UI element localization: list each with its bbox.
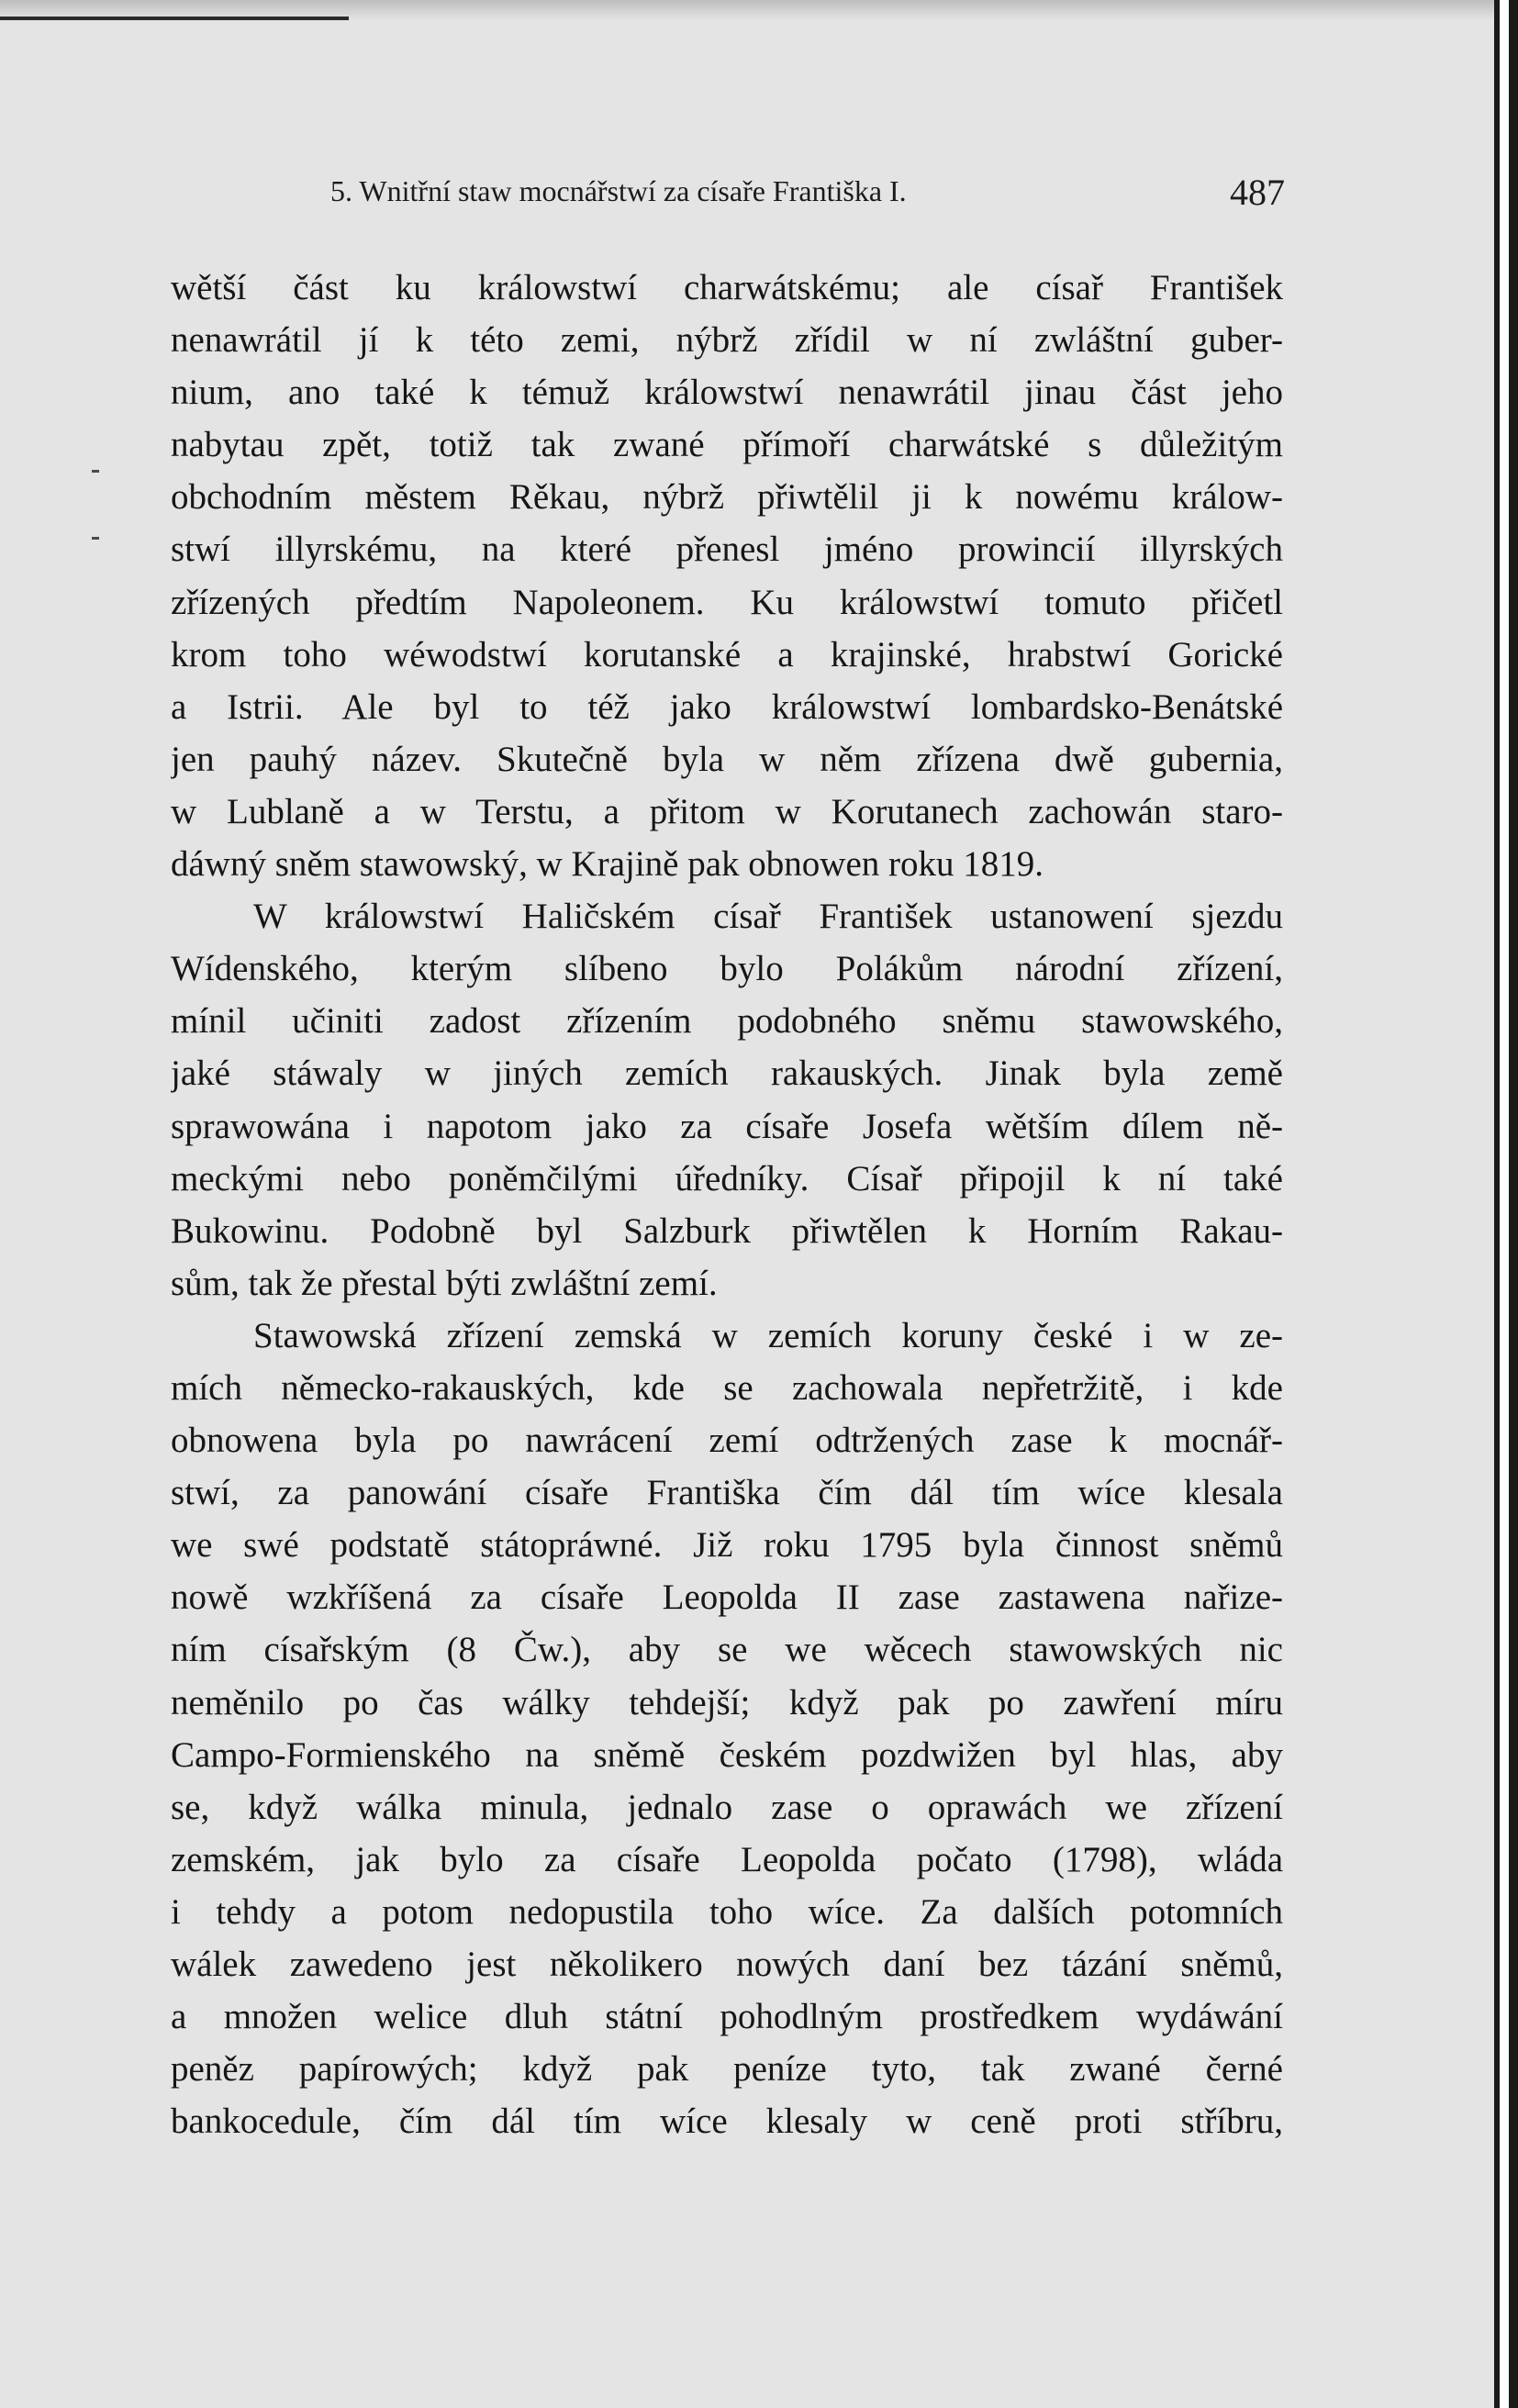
text-line: dáwný sněm stawowský, w Krajině pak obnowen roku 1819. (171, 844, 1044, 885)
text-line: w Lublaně a w Terstu, a přitom w Korutanech zachowán staro- (171, 791, 1283, 831)
text-line: stwí illyrskému, na které přenesl jméno prowincií illyrských (171, 530, 1283, 570)
text-line: Wídenského, kterým slíbeno bylo Polákům národní zřízení, (171, 949, 1283, 989)
text-line: Campo-Formienského na sněmě českém pozdwižen byl hlas, aby (171, 1734, 1283, 1775)
text-line: obnowena byla po nawrácení zemí odtržených zase k mocnář- (171, 1421, 1283, 1461)
text-line: i tehdy a potom nedopustila toho wíce. Za dalších potomních (171, 1891, 1283, 1932)
text-line: Bukowinu. Podobně byl Salzburk přiwtělen k Horním Rakau- (171, 1210, 1283, 1251)
text-line: nenawrátil jí k této zemi, nýbrž zřídil w ní zwláštní guber- (171, 320, 1283, 361)
text-line: stwí, za panowání císaře Františka čím dál tím wíce klesala (171, 1473, 1283, 1513)
text-line: se, když wálka minula, jednalo zase o oprawách we zřízení (171, 1787, 1283, 1827)
text-line: meckými nebo poněmčilými úředníky. Císař připojil k ní také (171, 1158, 1283, 1198)
text-line: a množen welice dluh státní pohodlným prostředkem wydáwání (171, 1997, 1283, 2037)
text-line: a Istrii. Ale byl to též jako králowstwí lombardsko-Benátské (171, 686, 1283, 727)
text-line: wálek zawedeno jest několikero nowých daní bez tázání sněmů, (171, 1945, 1283, 1984)
text-line: sům, tak že přestal býti zwláštní zemí. (171, 1263, 718, 1303)
text-line: ním císařským (8 Čw.), aby se we wěcech stawowských nic (171, 1630, 1283, 1670)
text-line: jen pauhý název. Skutečně byla w něm zřízena dwě gubernia, (171, 739, 1283, 779)
text-line: nabytau zpět, totiž tak zwané přímoří charwátské s důležitým (171, 425, 1283, 465)
text-line: sprawowána i napotom jako za císaře Josefa wětším dílem ně- (171, 1106, 1283, 1146)
text-line: bankocedule, čím dál tím wíce klesaly w ceně proti stříbru, (171, 2101, 1283, 2142)
text-line: peněz papírowých; když pak peníze tyto, tak zwané černé (171, 2049, 1283, 2090)
page-number: 487 (1230, 172, 1285, 213)
margin-mark (92, 470, 99, 473)
text-line: krom toho wéwodstwí korutanské a krajinské, hrabstwí Gorické (171, 634, 1283, 674)
text-line: jaké stáwaly w jiných zemích rakauských. Jinak byla země (171, 1054, 1283, 1094)
running-head: 5. Wnitřní staw mocnářstwí za císaře Františka I. (330, 174, 907, 207)
margin-mark (92, 537, 99, 540)
scan-right-edge (1494, 0, 1518, 2408)
text-line: zemském, jak bylo za císaře Leopolda počato (1798), wláda (171, 1839, 1283, 1879)
text-line: W králowstwí Haličském císař František ustanowení sjezdu (253, 897, 1283, 937)
text-line: mínil učiniti zadost zřízením podobného sněmu stawowského, (171, 1001, 1283, 1042)
body-text (171, 262, 1283, 2147)
text-line: we swé podstatě státopráwné. Již roku 1795 byla činnost sněmů (171, 1525, 1283, 1566)
text-line: nowě wzkříšená za císaře Leopolda II zase zastawena nařize- (171, 1577, 1283, 1618)
text-line: wětší část ku králowstwí charwátskému; ale císař František (171, 268, 1283, 307)
text-line: Stawowská zřízení zemská w zemích koruny české i w ze- (253, 1315, 1283, 1355)
text-line: zřízených předtím Napoleonem. Ku králowstwí tomuto přičetl (171, 582, 1283, 622)
page-header (330, 174, 1285, 220)
text-line: obchodním městem Rěkau, nýbrž přiwtělil ji k nowému králow- (171, 477, 1283, 518)
scan-top-mark (0, 17, 349, 20)
text-line: nium, ano také k témuž králowstwí nenawrátil jinau část jeho (171, 373, 1283, 413)
text-line: mích německo-rakauských, kde se zachowala nepřetržitě, i kde (171, 1367, 1283, 1408)
text-line: neměnilo po čas wálky tehdejší; když pak po zawření míru (171, 1682, 1283, 1722)
